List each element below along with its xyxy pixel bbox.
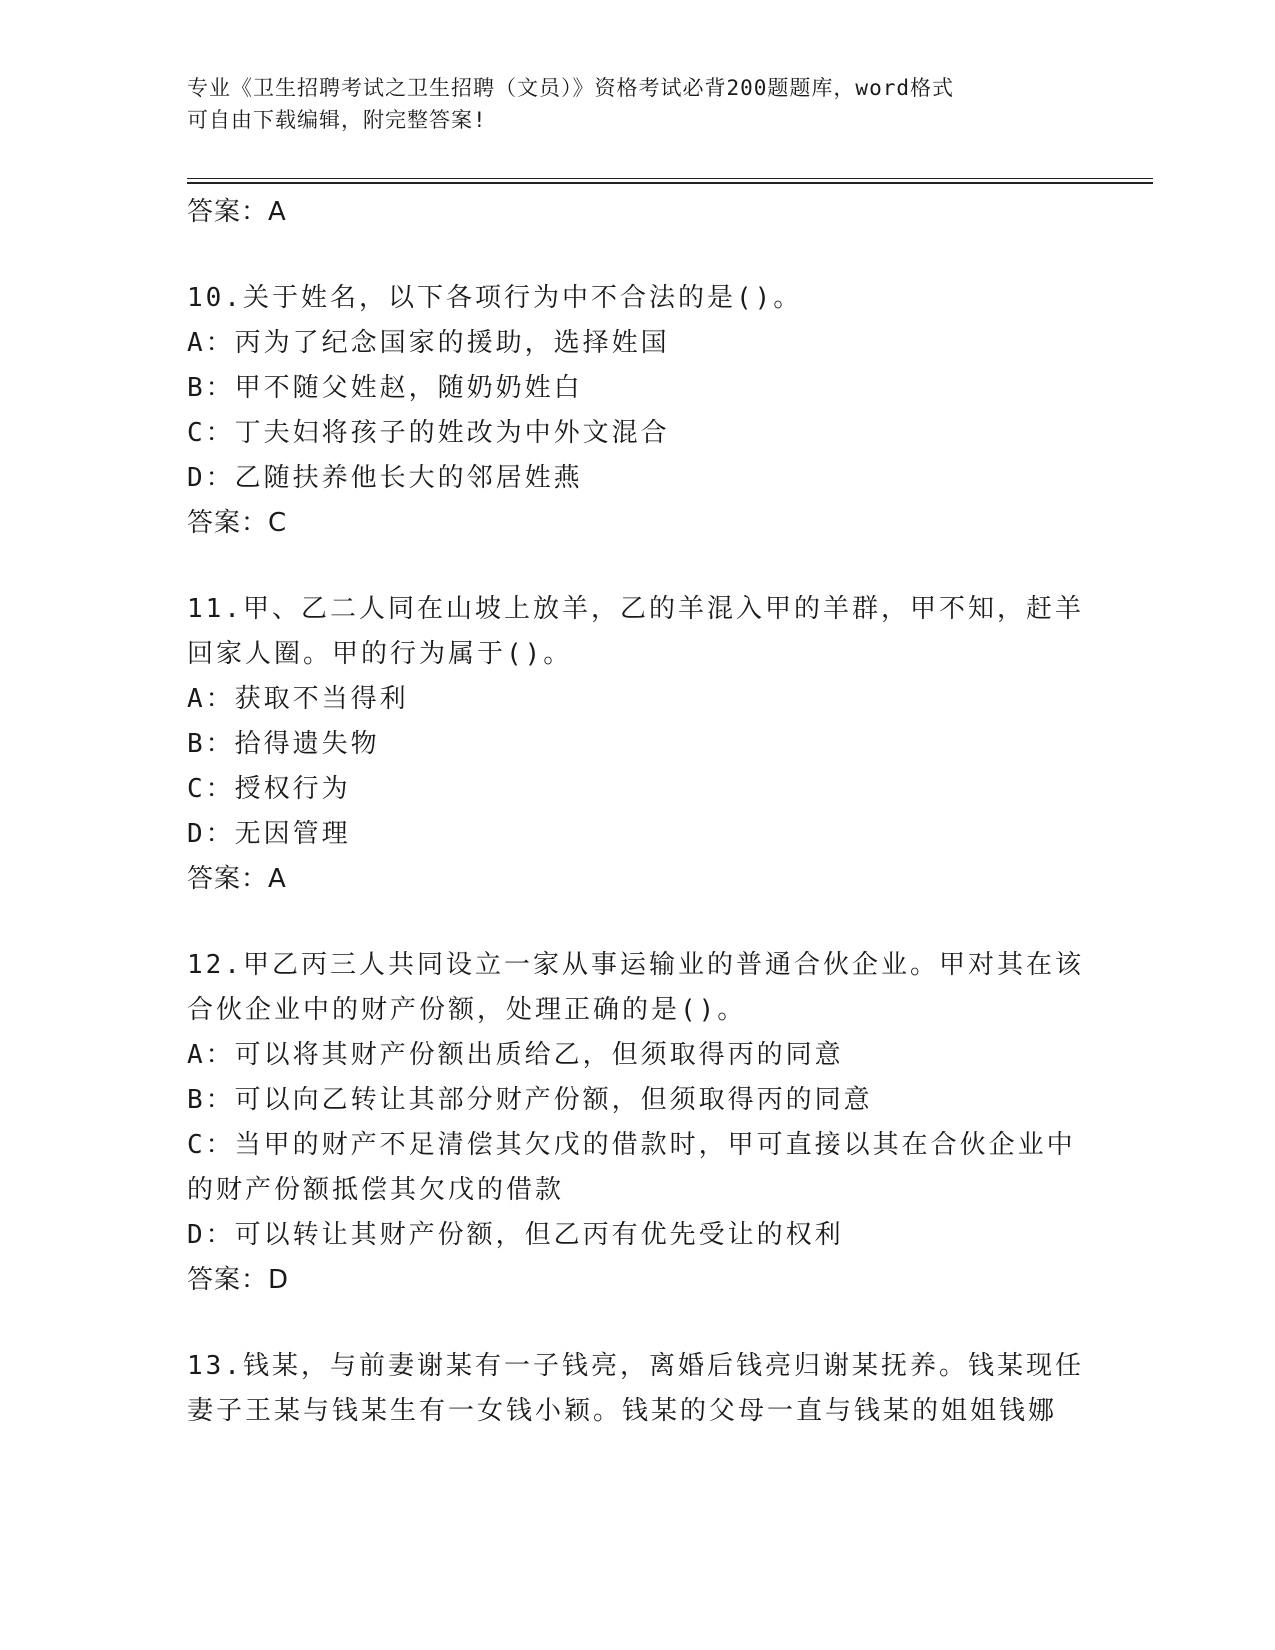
- option-d: D：可以转让其财产份额，但乙丙有优先受让的权利: [187, 1220, 844, 1250]
- answer-line: 答案：D: [187, 1265, 290, 1295]
- option-b: B：可以向乙转让其部分财产份额，但须取得丙的同意: [187, 1085, 873, 1115]
- question-text: 11.甲、乙二人同在山坡上放羊，乙的羊混入甲的羊群，甲不知，赶羊: [187, 594, 1084, 624]
- option-a: A：获取不当得利: [187, 684, 409, 714]
- spacer: [187, 234, 1087, 276]
- answer-line: 答案：A: [187, 864, 287, 894]
- option-c: C：丁夫妇将孩子的姓改为中外文混合: [187, 418, 670, 448]
- option-b: B：拾得遗失物: [187, 729, 380, 759]
- option-a: A：丙为了纪念国家的援助，选择姓国: [187, 328, 670, 358]
- spacer: [187, 1302, 1087, 1344]
- header-line-1: 专业《卫生招聘考试之卫生招聘（文员）》资格考试必背200题题库，word格式: [187, 76, 954, 100]
- spacer: [187, 901, 1087, 943]
- question-10: [187, 276, 1087, 545]
- answer-line: 答案：C: [187, 508, 288, 538]
- option-d: D：乙随扶养他长大的邻居姓燕: [187, 463, 583, 493]
- header-rule-thick: [187, 182, 1153, 184]
- question-text: 12.甲乙丙三人共同设立一家从事运输业的普通合伙企业。甲对其在该: [187, 950, 1084, 980]
- question-13: [187, 1344, 1087, 1434]
- question-text: 13.钱某，与前妻谢某有一子钱亮，离婚后钱亮归谢某抚养。钱某现任: [187, 1351, 1084, 1381]
- option-a: A：可以将其财产份额出质给乙，但须取得丙的同意: [187, 1040, 844, 1070]
- option-c: C：当甲的财产不足清偿其欠戊的借款时，甲可直接以其在合伙企业中: [187, 1130, 1076, 1160]
- option-c-continued: 的财产份额抵偿其欠戊的借款: [187, 1175, 565, 1205]
- option-c: C：授权行为: [187, 774, 351, 804]
- question-text: 合伙企业中的财产份额，处理正确的是()。: [187, 995, 747, 1025]
- option-b: B：甲不随父姓赵，随奶奶姓白: [187, 373, 583, 403]
- question-text: 妻子王某与钱某生有一女钱小颖。钱某的父母一直与钱某的姐姐钱娜: [187, 1396, 1058, 1426]
- question-text: 回家人圈。甲的行为属于()。: [187, 639, 573, 669]
- document-header: [187, 72, 1067, 136]
- document-body: [187, 190, 1087, 1434]
- question-12: [187, 943, 1087, 1302]
- header-rule-thin: [187, 178, 1153, 179]
- option-d: D：无因管理: [187, 819, 351, 849]
- question-11: [187, 587, 1087, 901]
- answer-line: 答案：A: [187, 197, 287, 227]
- header-line-2: 可自由下载编辑，附完整答案!: [187, 108, 487, 132]
- spacer: [187, 545, 1087, 587]
- question-text: 10.关于姓名，以下各项行为中不合法的是()。: [187, 283, 803, 313]
